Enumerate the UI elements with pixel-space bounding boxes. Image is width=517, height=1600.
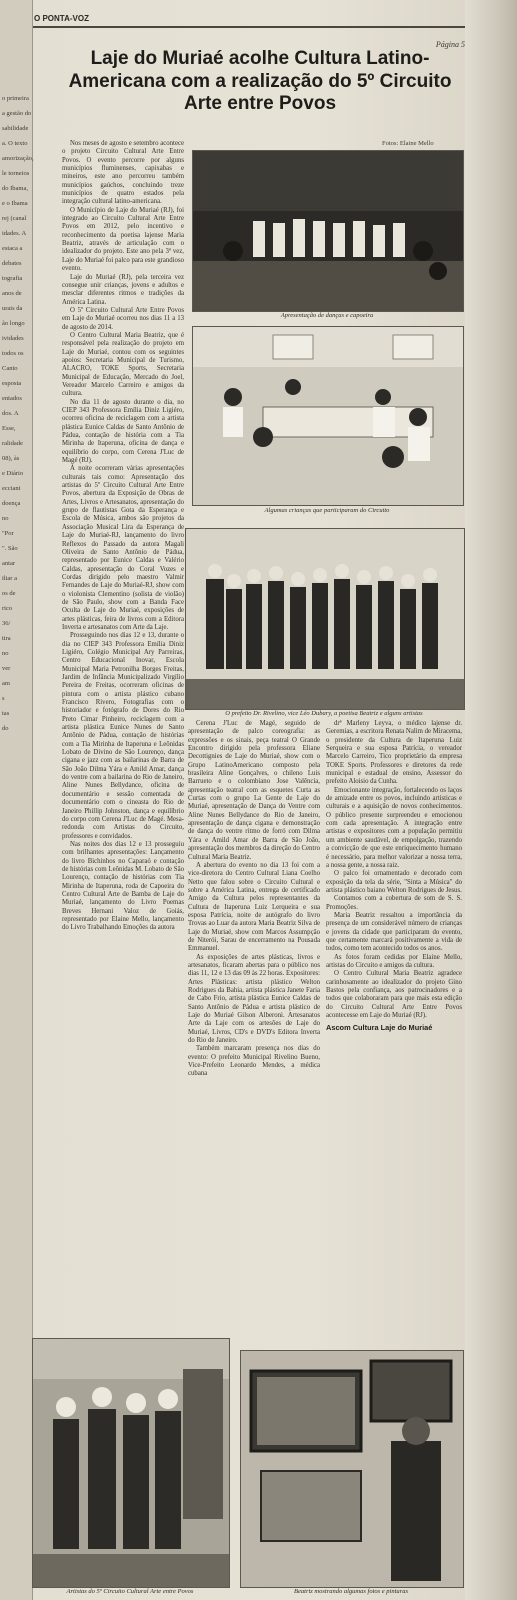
photo-children-caption: Algumas crianças que participaram do Circuito: [264, 507, 390, 514]
photo-circuit-artists: [32, 1338, 230, 1588]
c1-paragraph: Nos meses de agosto e setembro acontece o projeto Circuito Cultural Arte Entre Povos. O evento percorre por alguns municípios fluminenses, capixabas e mineiros, este ano percorreu também municípios gaúchos, concluindo treze municípios de quatro estados pela integração cultural latino-americana.: [62, 140, 184, 206]
adjacent-text-fragment: os de: [2, 590, 16, 597]
photo-dance-capoeira-image: [193, 151, 463, 311]
article-column-1: [62, 140, 184, 1320]
photo-dance-capoeira-caption: Apresentação de danças e capoeira: [280, 312, 374, 319]
section-brand: O PONTA-VOZ: [34, 14, 89, 23]
photo-mayor-artists-image: [186, 529, 464, 709]
c2-paragraph: A abertura do evento no dia 13 foi com a vice-diretora do Centro Cultural Liana Coelho Netto que falou sobre o Circuito Cultural e sobre a América Latina, entrega de certificado Amigo da Cultura pelos representantes da Cultura de Itaperuna Luiz Lerqueira e sua esposa Patrícia, noite de autógrafo do livro Trovas ao Luar da autora Maria Beatriz Silva de Laje do Muriaé, show com Marcos Assumpção de Niterói, Sarau de encerramento na Pousada Emmanuel.: [188, 861, 320, 953]
adjacent-text-fragment: a. O texto: [2, 140, 28, 147]
adjacent-text-fragment: Esse,: [2, 425, 16, 432]
article-signature: Ascom Cultura Laje do Muriaé: [326, 1023, 433, 1033]
c1-paragraph: Nas noites dos dias 12 e 13 prosseguiu com brilhantes apresentações: Lançamento do livro Bichinhos no Caparaó e contação de histórias com Leônidas M. Lobato de São Lourenço, contação de histórias com Tia Mirinha de Itaperuna, roda de Capoeira do Centro Cultural Arte de Bamba de Laje do Muriaé, lançamento do Livro Poemas Breves Hernani Valoz de Goiás, representado por Elaine Mello, lançamento do Livro Trabalhando Emoções da autora: [62, 840, 184, 932]
photo-children-image: [193, 327, 463, 505]
header-rule: [33, 26, 465, 28]
adjacent-text-fragment: anos de: [2, 290, 22, 297]
adjacent-text-fragment: 08), às: [2, 455, 20, 462]
adjacent-text-fragment: ver: [2, 665, 11, 672]
adjacent-text-fragment: ralidade: [2, 440, 23, 447]
c1-paragraph: O Município de Laje do Muriaé (RJ), foi integrado ao Circuito Cultural Arte Entre Povos em 2012, pelo incentivo e reconhecimento da poetisa lajense Maria Beatriz, através de articulação com o idealizador do projeto. Este ano pela 3ª vez, Laje do Muriaé foi palco para este grandioso evento.: [62, 206, 184, 273]
adjacent-text-fragment: a gestão do: [2, 110, 32, 117]
adjacent-text-fragment: no: [2, 650, 9, 657]
adjacent-text-fragment: ão longo: [2, 320, 25, 327]
adjacent-text-fragment: esposta: [2, 380, 22, 387]
adjacent-text-fragment: dos. A: [2, 410, 19, 417]
adjacent-text-fragment: le torneios: [2, 170, 30, 177]
page-fold-shadow: [465, 0, 517, 1600]
adjacent-page-strip: [0, 0, 33, 1600]
c3-paragraph: Contamos com a cobertura de som de S. S. Promoções.: [326, 895, 462, 911]
adjacent-text-fragment: e Diário: [2, 470, 24, 477]
adjacent-text-fragment: ividades: [2, 335, 24, 342]
photo-beatriz-paintings-image: [241, 1351, 463, 1587]
adjacent-text-fragment: tira: [2, 635, 11, 642]
photo-dance-capoeira: [192, 150, 464, 312]
adjacent-text-fragment: idades. A: [2, 230, 27, 237]
adjacent-text-fragment: debates: [2, 260, 22, 267]
page-number: Página 5: [435, 40, 465, 49]
c3-paragraph: Emocionante integração, fortalecendo os laços de amizade entre os povos, incluindo artísticas e culturais e a aquisição de novos conhecimentos. O público presente surpreendeu e emocionou com cada apresentação. A integração entre artistas e expositores com a população permitiu um ambiente saudável, de empolgação, trazendo a convicção de que este enriquecimento humano é necessário, para melhor valorizar a nossa terra, a nossa gente, a nossa raiz.: [326, 786, 462, 869]
c3-paragraph: drª Marleny Leyva, o médico lajense dr. Geremias, a escritora Renata Nalim de Miracema, o presidente da Cultura de Itaperuna Luiz Serqueira e sua esposa Patrícia, o vereador Marcelo Carreiro, Tico proprietário da empresa TOKE Sports. Professores e diretores da rede municipal e estadual de ensino, Assessor do prefeito Aloisio da Cunha.: [326, 720, 462, 786]
adjacent-text-fragment: rej (canal: [2, 215, 27, 222]
adjacent-text-fragment: s: [2, 695, 5, 702]
c3-paragraph: As fotos foram cedidas por Elaine Mello, artistas do Circuito e amigos da cultura.: [326, 953, 462, 969]
adjacent-text-fragment: urais da: [2, 305, 23, 312]
adjacent-text-fragment: Canto: [2, 365, 18, 372]
photo-beatriz-paintings-caption: Beatriz mostrando algumas fotos e pinturas: [294, 1588, 408, 1595]
adjacent-text-fragment: 36/: [2, 620, 11, 627]
article-column-3: [326, 720, 462, 1330]
c3-paragraph: O palco foi ornamentado e decorado com exposição da tela da série, "Sinta a Música" do artista plástico baiano Welton Rodrigues de Jesus.: [326, 870, 462, 894]
c1-paragraph: No dia 11 de agosto durante o dia, no CIEP 343 Professora Emília Diniz Ligiéro, ocorreu oficina de reciclagem com a artista plástica Eunice Caldas de Santo Antônio de Pádua, contação de história com a Tia Mirinha de Itaperuna, oficina de dança e equilíbrio do corpo, com Cerena J'Luc de Magé (RJ).: [62, 398, 184, 465]
c1-paragraph: Prosseguindo nos dias 12 e 13, durante o dia no CIEP 343 Professora Emília Diniz Ligiéro, Colégio Municipal Ary Parreiras, Centro Educacional Inovar, Escola Municipal Maria Petronilha Borges Freitas, Jardim de Infância Municipalizado Virgílio Pereira de Freitas, ocorreram oficinas de pintura com o artista plástico cubano Francisco Rivero, Fotografias com o historiador e fotógrafo de Dores do Rio Preto Cimar Pinheiro, reciclagem com a artista plástica Eunice Nunes de Santo Antônio de Pádua, contação de histórias com a Tia Mirinha de Itaperuna e Leônidas Lobato de Divino de São Lourenço, dança cigana e jazz com as bailarinas de Barra de São João Dilma Yára e Amild Amar, dança do ventre com a bailarina do Rio de Janeiro, Aline Nunes Bellydance, oficina de documentário e sessão comentada de documentário com o cineasta do Rio de Janeiro Phillip Johnston, dança e equilíbrio do corpo com Cerena J'Luc de Magé. Mesa-redonda com Artistas do Circuito, professores e convidados.: [62, 632, 184, 840]
adjacent-text-fragment: estaca a: [2, 245, 23, 252]
adjacent-text-fragment: todos os: [2, 350, 24, 357]
photo-circuit-artists-image: [33, 1339, 229, 1587]
c2-paragraph: As exposições de artes plásticas, livros e artesanatos, ficaram abertas para o público nos dias 11, 12 e 13 das 09 às 22 horas. Expositores: Artes Plásticas: artista plástico Welton Rodrigues da Bahia, artista plástica Janete Faria de Cabo Frio, artista plástica Eunice Caldas de Santo Antônio de Pádua e artista plástico de Laje do Muriaé Gilson Alberoni. Artesanatos Arte da Laje com os artesões de Laje do Muriaé, Livros, CD's e DVD's Editora Inverta do Rio de Janeiro.: [188, 953, 320, 1045]
c1-paragraph: Laje do Muriaé (RJ), pela terceira vez consegue unir crianças, jovens e adultos e mesclar diferentes ritmos e tradições da América Latina.: [62, 273, 184, 306]
adjacent-text-fragment: ecciani: [2, 485, 21, 492]
adjacent-text-fragment: o primeira: [2, 95, 29, 102]
adjacent-text-fragment: antar: [2, 560, 15, 567]
adjacent-text-fragment: am: [2, 680, 10, 687]
photo-beatriz-paintings: [240, 1350, 464, 1588]
photo-mayor-artists: [185, 528, 465, 710]
c3-paragraph: Maria Beatriz ressaltou a importância da presença de um considerável número de crianças e jovens da cidade que participaram do evento, que certamente marcará positivamente a vida de todos, como tem acontecido todos os anos.: [326, 911, 462, 953]
adjacent-text-fragment: rico: [2, 605, 13, 612]
adjacent-text-fragment: "Por: [2, 530, 14, 537]
c1-paragraph: À noite ocorreram várias apresentações culturais tais como: Apresentação dos artistas do 5º Circuito Cultural Arte Entre Povos, abertura da Exposição de Obras de Artes, Livros e Artesanatos, apresentação do grupo de flautistas Gota da Esperança e Escola de Música, ambos são projetos da Associação Musical Lira da Esperança de Laje do Muriaé-RJ, lançamento do livro Reflexos do Passado da autora Magali Oliveira de Santo Antônio de Pádua, representado por Eunice Caldas e Valério Caldas, apresentação do Coral Vozes e Cordas dirigido pelo maestro Valmir Fernandes de Laje do Muriaé-RJ, show com o violonista Clementino (solista de violão) de São Paulo, show com a Banda Face Oculta de Laje do Muriaé, exposições de artes plásticas, feira de livros com a Editora Inverta e artesanatos com Arte da Laje.: [62, 465, 184, 631]
photo-circuit-artists-caption: Artistas do 5º Circuito Cultural Arte entre Povos: [66, 1588, 194, 1595]
adjacent-text-fragment: tas: [2, 710, 10, 717]
c2-paragraph: Também marcaram presença nos dias do evento: O prefeito Municipal Rivelino Bueno, Vice-Prefeito Leonardo Mendes, a médica cubana: [188, 1045, 320, 1078]
c2-paragraph: Cerena J'Luc de Magé, seguido de apresentação de palco coreografia: as expressões e os sinais, peça teatral O Grande Encontro dirigido pela professora Eliane Decottignies de Laje do Muriaé, show com o Grupo LatinoAmericano composto pela brasileira Aline Gonçalves, o chileno Luis Barrueto e o colombiano Jose Valência, apresentação teatral com as esquetes Curta as Curtas com o grupo La Gente de Laje do Muriaé, apresentação de Dança do Ventre com Aline Nunes Bellydance do Rio de Janeiro, apresentação de dança cigana e demonstração de dança do ventre ritmo de forró com Dilma Yára e Amild Amar de Barra de São João, apresentação dos membros da direção do Centro Cultural Maria Beatriz.: [188, 720, 320, 861]
adjacent-text-fragment: doença: [2, 500, 21, 507]
adjacent-text-fragment: ". São: [2, 545, 18, 552]
adjacent-text-fragment: iliar a: [2, 575, 17, 582]
photo-children: [192, 326, 464, 506]
adjacent-text-fragment: entados: [2, 395, 22, 402]
article-column-2: [188, 720, 320, 1330]
c3-paragraph: O Centro Cultural Maria Beatriz agradece carinhosamente ao idealizador do projeto Gino Bastos pela confiança, aos patrocinadores e a todos que colaboraram para que mais esta edição do Circuito Cultural Arte Entre Povos acontecesse em Laje do Muriaé (RJ).: [326, 970, 462, 1020]
adjacent-text-fragment: do: [2, 725, 9, 732]
photo-credit: Fotos: Elaine Mello: [382, 140, 434, 147]
adjacent-text-fragment: tografia: [2, 275, 23, 282]
adjacent-text-fragment: amorização,: [2, 155, 34, 162]
adjacent-text-fragment: do Ibama,: [2, 185, 28, 192]
adjacent-text-fragment: no: [2, 515, 9, 522]
c1-paragraph: O 5º Circuito Cultural Arte Entre Povos em Laje do Muriaé ocorreu nos dias 11 a 13 de agosto de 2014.: [62, 306, 184, 331]
adjacent-text-fragment: e o Ibama: [2, 200, 28, 207]
c1-paragraph: O Centro Cultural Maria Beatriz, que é responsável pela realização do projeto em Laje do Muriaé, contou com os seguintes apoios: Secretaria Municipal de Turismo, ALACRO, TOKE Sports, Secretaria Municipal de Educação, Mercado do Joel, Vereador Marcelo Carreiro e amigos da cultura.: [62, 331, 184, 398]
photo-mayor-artists-caption: O prefeito Dr. Rivelino, vice Léo Dubary, a poetisa Beatriz e alguns artistas: [225, 710, 423, 717]
article-title: Laje do Muriaé acolhe Cultura Latino-Americana com a realização do 5º Circuito Arte entre Povos: [68, 48, 452, 114]
adjacent-text-fragment: sabilidade: [2, 125, 29, 132]
